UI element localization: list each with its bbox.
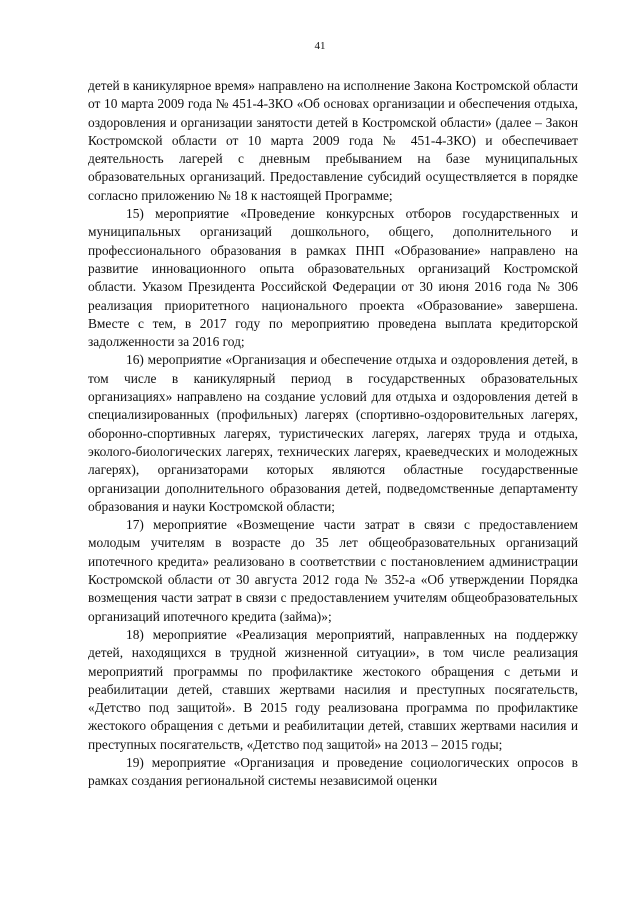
paragraph-item-16: 16) мероприятие «Организация и обеспечение отдыха и оздоровления детей, в том числе в каникулярный период в государственных образовательных организациях» направлено на создание условий для отдыха и оздоровления детей в специализированных (профильных) лагерях (спортивно-оздоровительных лагерях, оборонно-спортивных лагерях, туристических лагерях, лагерях труда и отдыха, эколого-биологических лагерях, технических лагерях, краеведческих и молодежных лагерях), организаторами которых являются областные государственные организации дополнительного образования детей, подведомственные департаменту образования и науки Костромской области; [88,352,578,514]
page-number: 41 [314,40,326,52]
paragraph-item-18: 18) мероприятие «Реализация мероприятий, направленных на поддержку детей, находящихся в трудной жизненной ситуации», в том числе реализация мероприятий программы по профилактике жестокого обращения с детьми и реабилитации детей, ставших жертвами насилия и преступных посягательств, «Детство под защитой». В 2015 году реализована программа по профилактике жестокого обращения с детьми и реабилитации детей, ставших жертвами насилия и преступных посягательств, «Детство под защитой» на 2013 – 2015 годы; [88,626,578,752]
paragraph-continuation: детей в каникулярное время» направлено на исполнение Закона Костромской области от 10 марта 2009 года № 451-4-ЗКО «Об основах организации и обеспечения отдыха, оздоровления и организации занятости детей в Костромской области» (далее – Закон Костромской области от 10 марта 2009 года № 451-4-ЗКО) и обеспечивает деятельность лагерей с дневным пребыванием на базе муниципальных образовательных организаций. Предоставление субсидий осуществляется в порядке согласно приложению № 18 к настоящей Программе; [88,78,578,203]
document-body [88,77,578,791]
paragraph-item-17: 17) мероприятие «Возмещение части затрат в связи с предоставлением молодым учителям в возрасте до 35 лет общеобразовательных организаций ипотечного кредита» реализовано в соответствии с постановлением администрации Костромской области от 30 августа 2012 года № 352-а «Об утверждении Порядка возмещения части затрат в связи с предоставлением учителям общеобразовательных организаций ипотечного кредита (займа)»; [88,517,578,624]
paragraph-item-15: 15) мероприятие «Проведение конкурсных отборов государственных и муниципальных организаций дошкольного, общего, дополнительного и профессионального образования в рамках ПНП «Образование» направлено на развитие инновационного опыта образовательных организаций Костромской области. Указом Президента Российской Федерации от 30 июня 2016 года № 306 реализация приоритетного национального проекта «Образование» завершена. Вместе с тем, в 2017 году по мероприятию проведена выплата кредиторской задолженности за 2016 год; [88,206,578,350]
paragraph-item-19: 19) мероприятие «Организация и проведение социологических опросов в рамках создания региональной системы независимой оценки [88,754,578,789]
